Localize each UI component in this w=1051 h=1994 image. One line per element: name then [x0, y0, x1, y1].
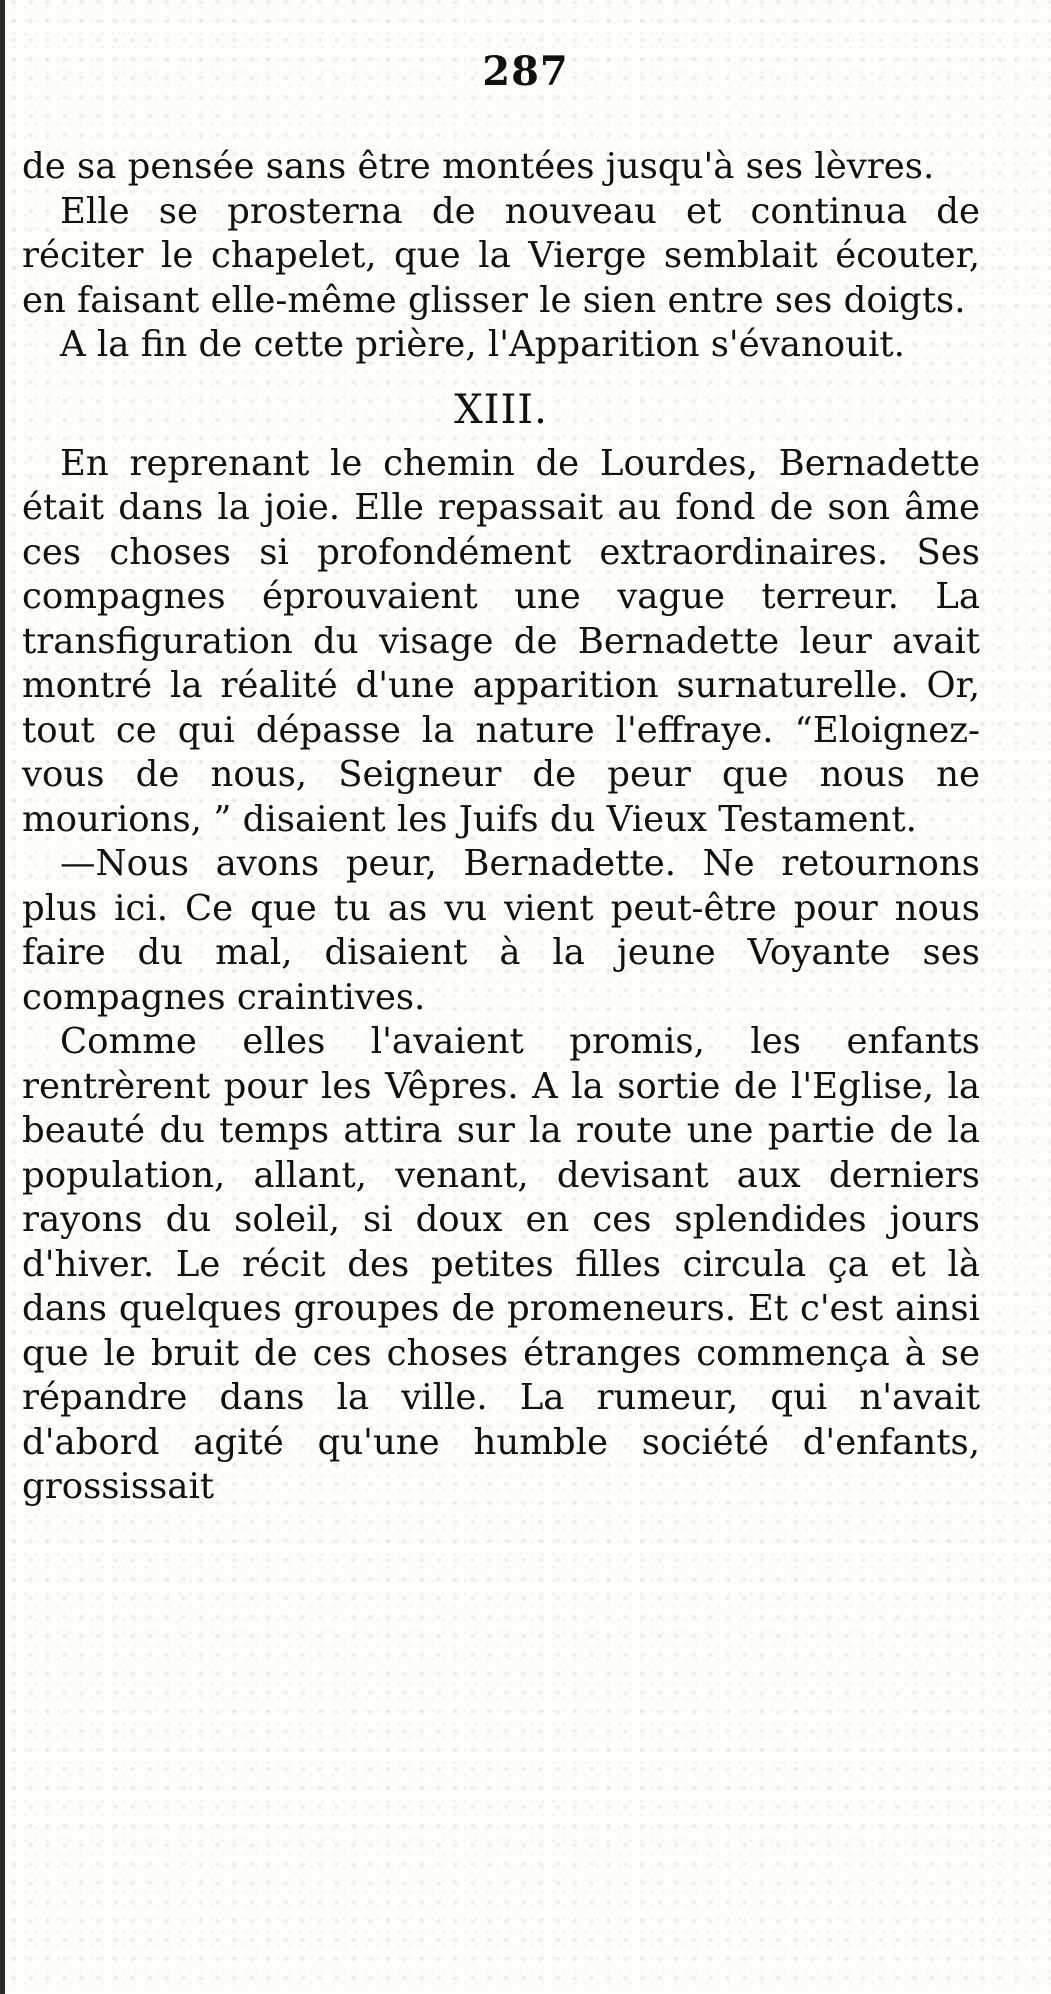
paragraph: Elle se prosterna de nouveau et continua de réciter le chapelet, que la Vierge semblait écouter, en faisant elle-même glisser le sien entre ses doigts. [22, 190, 980, 321]
paragraph: En reprenant le chemin de Lourdes, Bernadette était dans la joie. Elle repassait au fond de son âme ces choses si profondément extraordinaires. Ses compagnes éprouvaient une vague terreur. La transfiguration du visage de Bernadette leur avait montré la réalité d'une apparition surnaturelle. Or, tout ce qui dépasse la nature l'effraye. “Eloignez-vous de nous, Seigneur de peur que nous ne mourions, ” disaient les Juifs du Vieux Testament. [22, 442, 980, 840]
page-text [22, 145, 980, 1510]
section-heading: XIII. [454, 386, 548, 433]
paragraph: A la fin de cette prière, l'Apparition s'évanouit. [60, 324, 905, 365]
paragraph: Comme elles l'avaient promis, les enfants rentrèrent pour les Vêpres. A la sortie de l'Eglise, la beauté du temps attira sur la route une partie de la population, allant, venant, devisant aux derniers rayons du soleil, si doux en ces splendides jours d'hiver. Le récit des petites filles circula ça et là dans quelques groupes de promeneurs. Et c'est ainsi que le bruit de ces choses étranges commença à se répandre dans la ville. La rumeur, qui n'avait d'abord agité qu'une humble société d'enfants, grossissait [22, 1021, 980, 1507]
paragraph: —Nous avons peur, Bernadette. Ne retournons plus ici. Ce que tu as vu vient peut-être pour nous faire du mal, disaient à la jeune Voyante ses compagnes craintives. [22, 843, 980, 1018]
page-edge-rule [0, 0, 5, 1994]
paragraph: de sa pensée sans être montées jusqu'à ses lèvres. [22, 146, 935, 187]
page-number: 287 [482, 48, 569, 95]
